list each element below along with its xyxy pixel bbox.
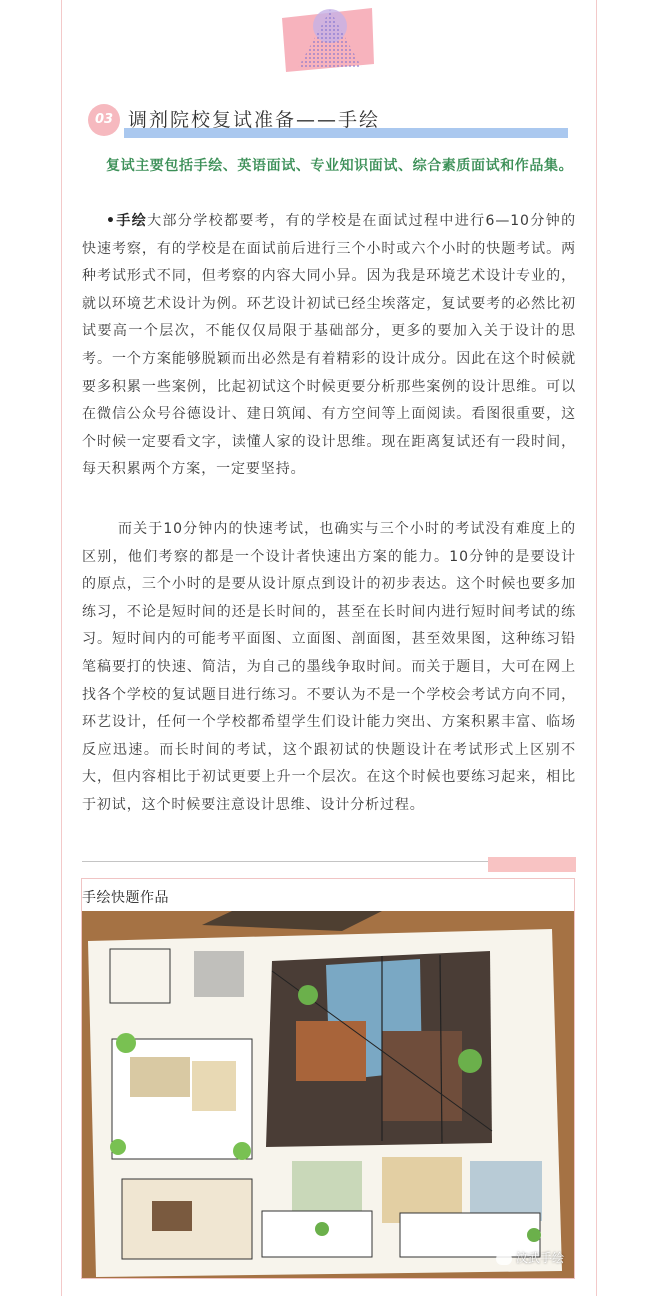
- paragraph-quick-exam: 而关于10分钟内的快速考试，也确实与三个小时的考试没有难度上的区别，他们考察的都是一个设计者快速出方案的能力。10分钟的是要设计的原点，三个小时的是要从设计原点到设计的初步表达。这个时候也要多加练习，不论是短时间的还是长时间的，甚至在长时间内进行短时间考试的练习。短时间内的可能考平面图、立面图、剖面图，甚至效果图，这种练习铅笔稿要打的快速、简洁，为自己的墨线争取时间。而关于题目，大可在网上找各个学校的复试题目进行练习。不要认为不是一个学校会考试方向不同，环艺设计，任何一个学校都希望学生们设计能力突出、方案积累丰富、临场反应迅速。而长时间的考试，这个跟初试的快题设计在考试形式上区别不大，但内容相比于初试更要上升一个层次。在这个时候也要练习起来，相比于初试，这个时候要注意设计思维、设计分析过程。: [82, 521, 576, 813]
- paragraph-text: 大部分学校都要考，有的学校是在面试过程中进行6—10分钟的快速考察，有的学校是在面试前后进行三个小时或六个小时的快题考试。两种考试形式不同，但考察的内容大同小异。因为我是环境艺术设计专业的，就以环境艺术设计为例。环艺设计初试已经尘埃落定，复试要考的必然比初试要高一个层次，不能仅仅局限于基础部分，更多的要加入关于设计的思考。一个方案能够脱颖而出必然是有着精彩的设计成分。因此在这个时候就要多积累一些案例，比起初试这个时候更要分析那些案例的设计思维。可以在微信公众号谷德设计、建日筑闻、有方空间等上面阅读。看图很重要，这个时候一定要看文字，读懂人家的设计思维。现在距离复试还有一段时间，每天积累两个方案，一定要坚持。: [82, 213, 576, 478]
- paragraph-hand-drawing: [82, 208, 576, 484]
- watermark: [496, 1249, 564, 1266]
- gallery-card: [81, 878, 575, 1279]
- triangle-decoration: [280, 4, 376, 74]
- lead-summary: 复试主要包括手绘、英语面试、专业知识面试、综合素质面试和作品集。: [106, 158, 574, 174]
- section-title: 调剂院校复试准备——手绘: [128, 109, 381, 131]
- bullet-label: •手绘: [106, 213, 148, 229]
- divider-accent: [488, 857, 576, 872]
- divider-line: [82, 861, 488, 862]
- right-border: [596, 0, 597, 1296]
- gallery-title: 手绘快题作品: [82, 890, 169, 906]
- section-number-badge: 03: [88, 104, 120, 136]
- sketch-image: [82, 911, 574, 1278]
- left-border: [61, 0, 62, 1296]
- section-header: [88, 100, 570, 142]
- watermark-text: 汶武手绘: [515, 1251, 564, 1265]
- wechat-icon: [496, 1253, 512, 1265]
